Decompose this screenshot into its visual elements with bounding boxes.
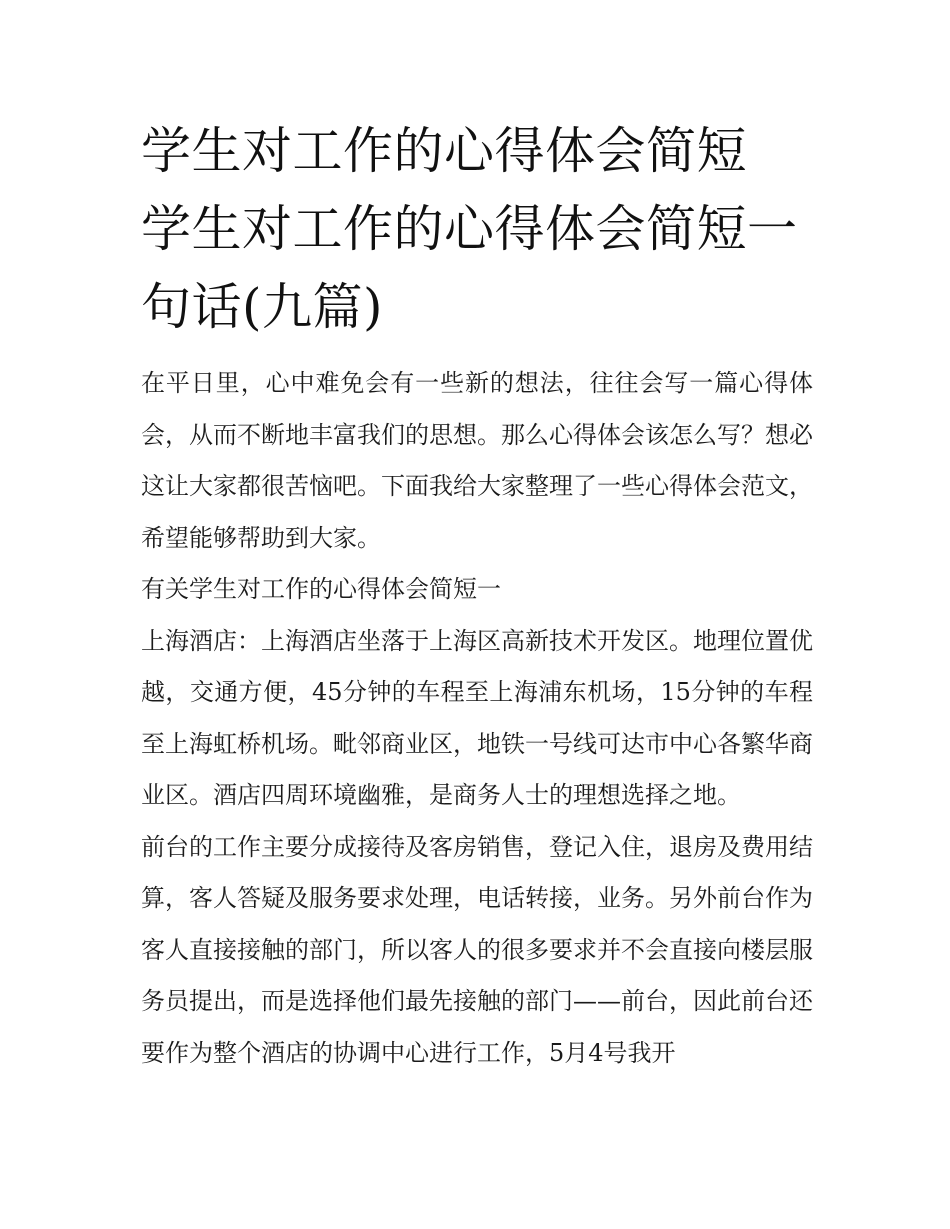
section-heading: 有关学生对工作的心得体会简短一 — [141, 575, 501, 603]
front-desk-paragraph: 前台的工作主要分成接待及客房销售，登记入住，退房及费用结算，客人答疑及服务要求处理，电话转接，业务。另外前台作为客人直接接触的部门，所以客人的很多要求并不会直接向楼层服务员提出，而是选择他们最先接触的部门——前台，因此前台还要作为整个酒店的协调中心进行工作，5月4号我开 — [141, 832, 813, 1067]
document-title: 学生对工作的心得体会简短 学生对工作的心得体会简短一句话(九篇) — [141, 122, 798, 336]
intro-paragraph: 在平日里，心中难免会有一些新的想法，往往会写一篇心得体会，从而不断地丰富我们的思想。那么心得体会该怎么写？想必这让大家都很苦恼吧。下面我给大家整理了一些心得体会范文，希望能够帮助到大家。 — [141, 369, 813, 552]
document-body — [141, 112, 813, 1079]
hotel-description-paragraph: 上海酒店：上海酒店坐落于上海区高新技术开发区。地理位置优越，交通方便，45分钟的车程至上海浦东机场，15分钟的车程至上海虹桥机场。毗邻商业区，地铁一号线可达市中心各繁华商业区。酒店四周环境幽雅，是商务人士的理想选择之地。 — [141, 626, 813, 809]
